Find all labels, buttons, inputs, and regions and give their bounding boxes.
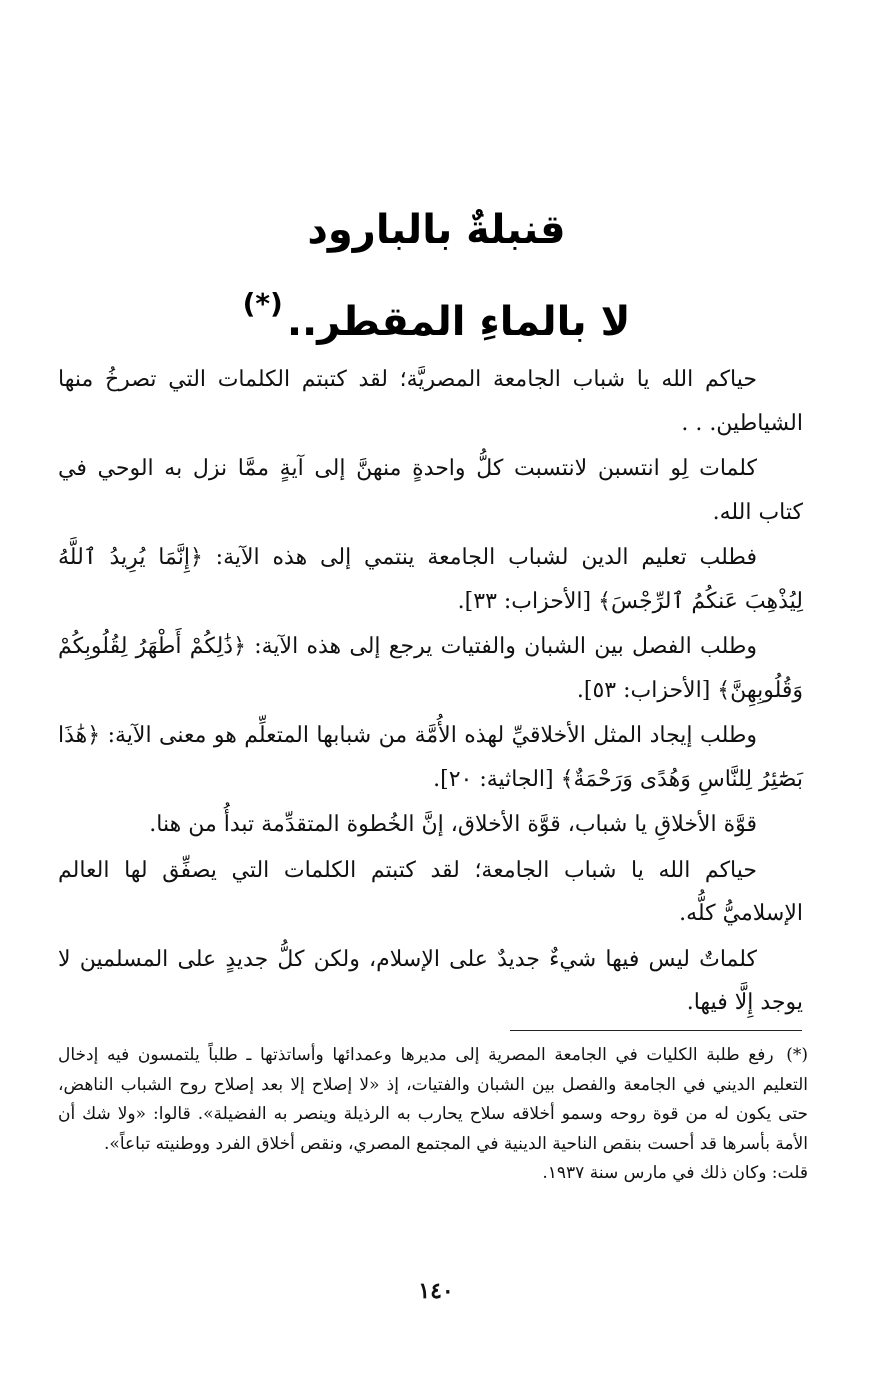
footnote-text: رفع طلبة الكليات في الجامعة المصرية إلى مديرها وعمدائها وأساتذتها ـ طلباً يلتمسون فيه إدخال التعليم الديني في الجامعة والفصل بين الشبان والفتيات، إذ «لا إصلاح إلا بعد إصلاح روح الشباب الناهض، حتى يكون له من قوة روحه وسمو أخلاقه سلاح يحارب به الرذيلة وينصر به الفضيلة». قالوا: «ولا شك أن الأمة بأسرها قد أحست بنقص الناحية الدينية في المجتمع المصري، ونقص أخلاق الفرد ووطنيته تباعاً». — [58, 1045, 808, 1154]
paragraph: حياكم الله يا شباب الجامعة؛ لقد كتبتم الكلمات التي يصفِّق لها العالم الإسلاميُّ كلُّه. — [58, 857, 803, 926]
title-line-2-text: لا بالماءِ المقطر.. — [286, 299, 631, 345]
body-text — [58, 358, 803, 1027]
paragraph: حياكم الله يا شباب الجامعة المصريَّة؛ لقد كتبتم الكلمات التي تصرخُ منها الشياطين. . . — [58, 367, 803, 436]
footnote-marker: (*) — [786, 1045, 808, 1065]
paragraph: وطلب الفصل بين الشبان والفتيات يرجع إلى هذه الآية: ﴿ذَٰلِكُمْ أَطْهَرُ لِقُلُوبِكُمْ وَقُلُوبِهِنَّ﴾ [الأحزاب: ٥٣]. — [58, 634, 803, 703]
title-line-1-text: قنبلةٌ بالبارود — [307, 207, 566, 253]
paragraph: كلماتٌ ليس فيها شيءٌ جديدٌ على الإسلام، ولكن كلُّ جديدٍ على المسلمين لا يوجد إِلَّا فيها. — [58, 946, 803, 1015]
footnote — [58, 1041, 808, 1189]
paragraph: قوَّة الأخلاقِ يا شباب، قوَّة الأخلاق، إنَّ الخُطوة المتقدِّمة تبدأُ من هنا. — [149, 812, 757, 837]
chapter-title-line-2 — [150, 276, 723, 350]
paragraph: فطلب تعليم الدين لشباب الجامعة ينتمي إلى هذه الآية: ﴿إِنَّمَا يُرِيدُ ٱللَّهُ لِيُذْهِبَ عَنكُمُ ٱلرِّجْسَ﴾ [الأحزاب: ٣٣]. — [58, 545, 803, 614]
page-number: ١٤٠ — [418, 1278, 454, 1304]
chapter-title-line-1 — [150, 202, 723, 258]
paragraph: كلمات لِو انتسبن لانتسبت كلُّ واحدةٍ منهنَّ إلى آيةٍ ممَّا نزل به الوحي في كتاب الله. — [58, 456, 803, 525]
footnote-note: قلت: وكان ذلك في مارس سنة ١٩٣٧. — [542, 1163, 808, 1183]
title-footnote-marker: (*) — [242, 287, 283, 320]
footnote-separator — [510, 1030, 802, 1031]
footnote-paragraph — [58, 1041, 808, 1159]
paragraph: وطلب إيجاد المثل الأخلاقيِّ لهذه الأُمَّة من شبابها المتعلِّم هو معنى الآية: ﴿هَٰذَا بَصَٰٓئِرُ لِلنَّاسِ وَهُدًى وَرَحْمَةٌ﴾ [الجاثية: ٢٠]. — [58, 723, 803, 792]
